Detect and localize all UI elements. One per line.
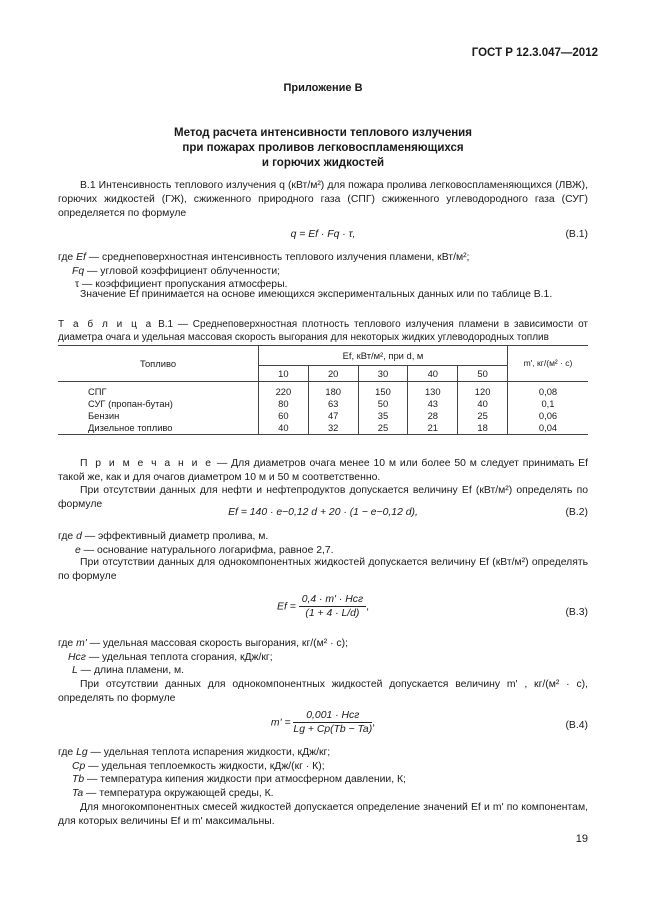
definition-row: где m' — удельная массовая скорость выгорания, кг/(м² · с);	[58, 638, 348, 649]
equation-b4-denominator: Lg + Cp(Tb − Ta)	[293, 724, 373, 735]
definition-row: Cp — удельная теплоемкость жидкости, кДж/(кг · К);	[72, 760, 325, 772]
equation-b2-formula: Ef = 140 · e−0,12 d + 20 · (1 − e−0,12 d),	[228, 507, 418, 518]
paragraph-single-2: При отсутствии данных для однокомпонентных жидкостей допускается величину m' , кг/(м² · с), определять по формуле	[58, 679, 588, 704]
table-row	[58, 398, 588, 410]
col-header-m: m', кг/(м² · с)	[508, 346, 589, 382]
section-title	[0, 126, 646, 171]
equation-b4-fraction	[293, 710, 372, 735]
equation-b3-numerator: 0,4 · m' · Hсг	[299, 594, 366, 607]
table-row	[58, 422, 588, 435]
cell-fuel: Дизельное топливо	[58, 422, 259, 435]
cell-value: 63	[308, 398, 358, 410]
paragraph-oil: При отсутствии данных для нефти и нефтепродуктов допускается величину Ef (кВт/м²) определять по формуле	[58, 485, 588, 510]
definitions-b4	[58, 746, 598, 800]
equation-b4: m' = $\frac{\text{0,001 · Hсг}}{Lg + Cp(Tb - Ta)}$ , (В.4)	[270, 710, 588, 735]
col-header-d-40: 40	[408, 366, 458, 382]
section-title-line-2: при пожарах проливов легковоспламеняющихся	[182, 142, 464, 154]
equation-b3-lhs: Ef =	[277, 601, 296, 613]
cell-fuel: СПГ	[88, 386, 107, 397]
cell-value: 120	[458, 386, 508, 398]
table-caption	[58, 318, 588, 344]
cell-value: 150	[358, 386, 408, 398]
appendix-title: Приложение В	[283, 82, 363, 94]
table-caption-text: В.1 — Среднеповерхностная плотность теплового излучения пламени в зависимости от диаметра очага и удельная массовая скорость выгорания для некоторых жидких углеводородных топлив	[58, 319, 589, 343]
cell-fuel: СУГ (пропан-бутан)	[88, 398, 173, 409]
col-header-fuel: Топливо	[58, 346, 259, 382]
col-header-d-50: 50	[458, 366, 508, 382]
table-row	[58, 410, 588, 422]
cell-value: 32	[308, 422, 358, 435]
cell-value: 25	[358, 422, 408, 435]
cell-value: 25	[458, 410, 508, 422]
page-number: 19	[575, 833, 588, 845]
equation-b3-denominator: (1 + 4 · L/d)	[305, 608, 360, 619]
paragraph-b1: В.1 Интенсивность теплового излучения q (кВт/м²) для пожара пролива легковоспламеняющихся (ЛВЖ), горючих жидкостей (ГЖ), сжиженного природного газа (СПГ) сжиженного углеводородного газа (СУГ) определяется по формуле	[58, 180, 588, 219]
definition-row: L — длина пламени, м.	[72, 665, 185, 676]
fuel-table	[58, 345, 588, 435]
table-note	[58, 457, 588, 485]
cell-value: 47	[308, 410, 358, 422]
cell-value: 180	[308, 386, 358, 398]
col-header-ef: Ef, кВт/м², при d, м	[259, 346, 508, 366]
equation-b3-fraction	[299, 594, 366, 619]
equation-b3: Ef = $\frac{\text{0,4 · m' · Hсг}}{(1 + 4 \cdot L/d)}$ , (В.3)	[277, 594, 588, 619]
definition-row: где d — эффективный диаметр пролива, м.	[58, 531, 269, 542]
col-header-d-10: 10	[259, 366, 309, 382]
definition-row: где Ef — среднеповерхностная интенсивность теплового излучения пламени, кВт/м²;	[58, 252, 470, 263]
cell-value: 18	[458, 422, 508, 435]
definition-row: Fq — угловой коэффициент облученности;	[72, 265, 281, 277]
document-code: ГОСТ Р 12.3.047—2012	[471, 47, 598, 59]
cell-value: 28	[408, 410, 458, 422]
definition-row: где Lg — удельная теплота испарения жидкости, кДж/кг;	[58, 747, 331, 758]
cell-value: 40	[458, 398, 508, 410]
paragraph-single-1: При отсутствии данных для однокомпонентных жидкостей допускается величину Ef (кВт/м²) определять по формуле	[58, 557, 588, 582]
definition-row: τ — коэффициент пропускания атмосферы.	[75, 279, 288, 290]
definitions-b1	[58, 251, 598, 292]
note-label: П р и м е ч а н и е	[80, 458, 214, 469]
definition-row: Hсг — удельная теплота сгорания, кДж/кг;	[68, 651, 273, 663]
cell-value: 220	[259, 386, 309, 398]
definitions-b3	[58, 637, 598, 678]
col-header-d-30: 30	[358, 366, 408, 382]
definition-row: Tb — температура кипения жидкости при атмосферном давлении, К;	[72, 774, 406, 785]
cell-m: 0,08	[508, 386, 589, 398]
cell-value: 50	[358, 398, 408, 410]
paragraph-multi: Для многокомпонентных смесей жидкостей допускается определение значений Ef и m' по компонентам, для которых величины Ef и m' максимальны.	[58, 802, 588, 827]
equation-b4-numerator: 0,001 · Hсг	[293, 710, 372, 723]
definition-row: Ta — температура окружающей среды, К.	[72, 787, 274, 799]
cell-value: 40	[259, 422, 309, 435]
cell-fuel: Бензин	[88, 410, 120, 421]
cell-m: 0,04	[508, 422, 589, 435]
col-header-d-20: 20	[308, 366, 358, 382]
equation-b1-number: (В.1)	[565, 229, 588, 240]
equation-b3-number: (В.3)	[565, 607, 588, 618]
section-title-line-3: и горючих жидкостей	[261, 157, 385, 169]
cell-m: 0,06	[508, 410, 589, 422]
definition-row: e — основание натурального логарифма, равное 2,7.	[75, 544, 334, 556]
section-title-line-1: Метод расчета интенсивности теплового излучения	[174, 127, 472, 139]
equation-b4-number: (В.4)	[565, 720, 588, 731]
cell-m: 0,1	[508, 398, 589, 410]
cell-value: 43	[408, 398, 458, 410]
table-caption-label: Т а б л и ц а	[58, 319, 154, 330]
equation-b1-formula: q = Ef · Fq · τ,	[290, 229, 356, 240]
table-row	[58, 386, 588, 398]
cell-value: 80	[259, 398, 309, 410]
cell-value: 130	[408, 386, 458, 398]
equation-b4-lhs: m' =	[270, 717, 291, 729]
cell-value: 35	[358, 410, 408, 422]
definitions-b2	[58, 530, 598, 557]
equation-b2-number: (В.2)	[565, 507, 588, 518]
cell-value: 60	[259, 410, 309, 422]
note-text: — Для диаметров очага менее 10 м или более 50 м следует принимать Ef такой же, как и для очагов диаметром 10 м и 50 м соответственно.	[58, 458, 589, 483]
paragraph-ef-note: Значение Ef принимается на основе имеющихся экспериментальных данных или по таблице В.1.	[80, 289, 553, 300]
cell-value: 21	[408, 422, 458, 435]
